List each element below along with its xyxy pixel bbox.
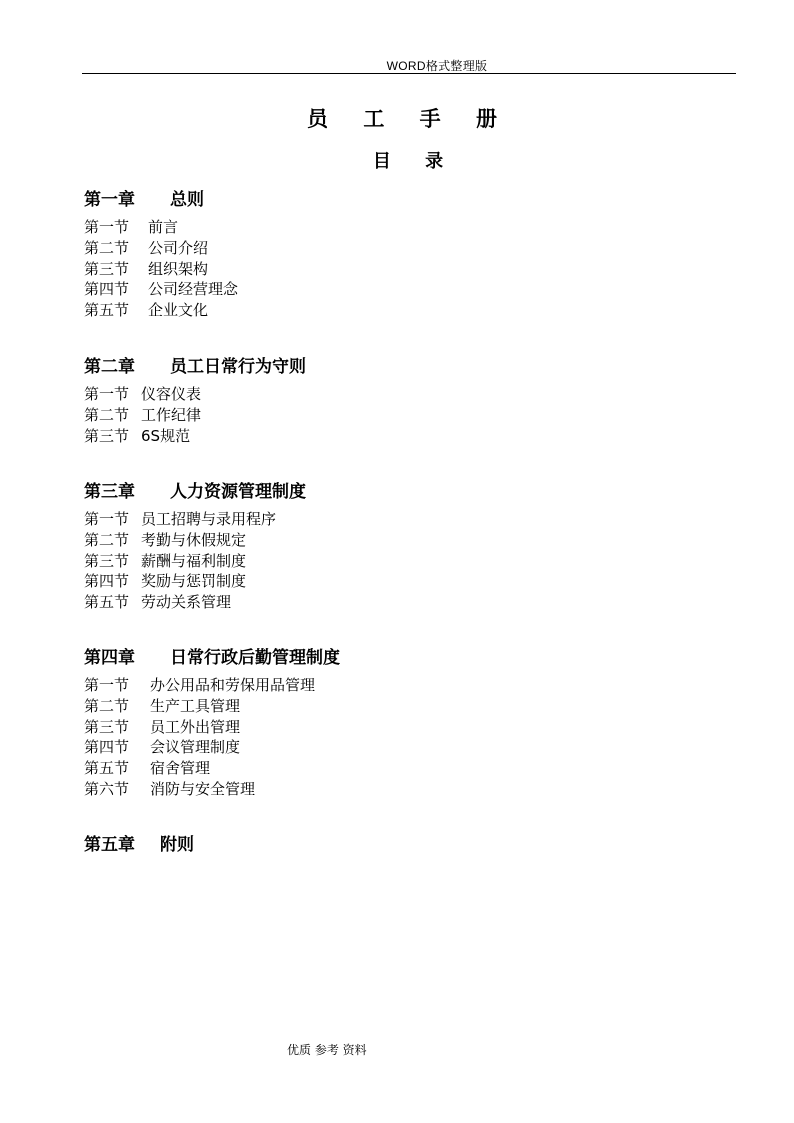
toc-entry[interactable]	[84, 675, 724, 696]
chapter-name: 员工日常行为守则	[170, 357, 306, 377]
chapter-1	[84, 189, 724, 321]
section-number: 第一节	[84, 510, 130, 528]
section-name: 奖励与惩罚制度	[141, 572, 247, 591]
section-number: 第三节	[84, 426, 130, 445]
chapter-heading[interactable]	[84, 834, 724, 856]
section-name: 工作纪律	[141, 405, 202, 424]
toc-entry[interactable]	[84, 426, 724, 447]
header-text: WORD格式整理版	[386, 59, 488, 73]
section-list	[84, 509, 724, 613]
page-footer: 优质 参考 资料	[287, 1043, 367, 1057]
toc-entry[interactable]	[84, 551, 724, 572]
chapter-name: 总则	[170, 190, 204, 210]
toc-entry[interactable]	[84, 384, 724, 405]
section-number: 第四节	[84, 738, 130, 757]
section-name: 会议管理制度	[150, 738, 241, 757]
toc-entry[interactable]	[84, 571, 724, 592]
section-number: 第三节	[84, 259, 130, 278]
header-divider	[82, 73, 736, 74]
toc-entry[interactable]	[84, 717, 724, 738]
section-number: 第三节	[84, 551, 130, 570]
section-name: 生产工具管理	[150, 696, 241, 715]
section-list	[84, 217, 724, 321]
chapter-number: 第二章	[84, 357, 135, 377]
section-number: 第六节	[84, 779, 130, 798]
section-list	[84, 675, 724, 800]
chapter-2	[84, 356, 724, 446]
toc-entry[interactable]	[84, 259, 724, 280]
section-number: 第一节	[84, 218, 130, 236]
chapter-heading[interactable]	[84, 481, 724, 503]
section-name: 前言	[148, 218, 179, 236]
section-name: 组织架构	[148, 259, 209, 278]
section-number: 第四节	[84, 280, 130, 299]
toc-entry[interactable]	[84, 737, 724, 758]
section-name: 办公用品和劳保用品管理	[150, 676, 316, 694]
chapter-name: 人力资源管理制度	[170, 482, 306, 502]
toc-entry[interactable]	[84, 758, 724, 779]
toc-entry[interactable]	[84, 279, 724, 300]
chapter-number: 第四章	[84, 648, 135, 668]
section-name: 企业文化	[148, 301, 209, 320]
toc-entry[interactable]	[84, 696, 724, 717]
section-number: 第三节	[84, 717, 130, 736]
section-name: 消防与安全管理	[150, 779, 256, 798]
section-number: 第一节	[84, 676, 130, 694]
section-name: 薪酬与福利制度	[141, 551, 247, 570]
chapter-heading[interactable]	[84, 647, 724, 669]
section-name: 考勤与休假规定	[141, 530, 247, 549]
section-list	[84, 384, 724, 446]
section-name: 员工招聘与录用程序	[141, 510, 277, 528]
chapter-3	[84, 481, 724, 613]
section-name: 仪容仪表	[141, 385, 202, 403]
chapter-number: 第三章	[84, 482, 135, 502]
toc-entry[interactable]	[84, 530, 724, 551]
section-name: 宿舍管理	[150, 759, 211, 778]
document-title: 员 工 手 册	[307, 107, 511, 131]
chapter-5	[84, 834, 724, 856]
chapter-heading[interactable]	[84, 189, 724, 211]
chapter-number: 第一章	[84, 190, 135, 210]
chapter-heading[interactable]	[84, 356, 724, 378]
section-number: 第二节	[84, 530, 130, 549]
section-number: 第一节	[84, 385, 130, 403]
toc-entry[interactable]	[84, 509, 724, 530]
chapter-number: 第五章	[84, 835, 135, 855]
chapter-name: 日常行政后勤管理制度	[170, 648, 340, 668]
toc-entry[interactable]	[84, 405, 724, 426]
section-number: 第二节	[84, 238, 130, 257]
chapter-4	[84, 647, 724, 800]
section-name: 劳动关系管理	[141, 593, 232, 612]
toc-entry[interactable]	[84, 217, 724, 238]
section-number: 第五节	[84, 593, 130, 612]
section-number: 第五节	[84, 759, 130, 778]
section-number: 第二节	[84, 405, 130, 424]
section-name: 员工外出管理	[150, 717, 241, 736]
section-name: 公司介绍	[148, 238, 209, 257]
section-number: 第五节	[84, 301, 130, 320]
toc-title: 目 录	[372, 151, 458, 172]
chapter-name: 附则	[160, 835, 194, 855]
section-name: 6S规范	[141, 426, 191, 445]
section-name: 公司经营理念	[148, 280, 239, 299]
section-number: 第四节	[84, 572, 130, 591]
toc-entry[interactable]	[84, 779, 724, 800]
section-number: 第二节	[84, 696, 130, 715]
toc-entry[interactable]	[84, 592, 724, 613]
toc-entry[interactable]	[84, 300, 724, 321]
toc-entry[interactable]	[84, 238, 724, 259]
